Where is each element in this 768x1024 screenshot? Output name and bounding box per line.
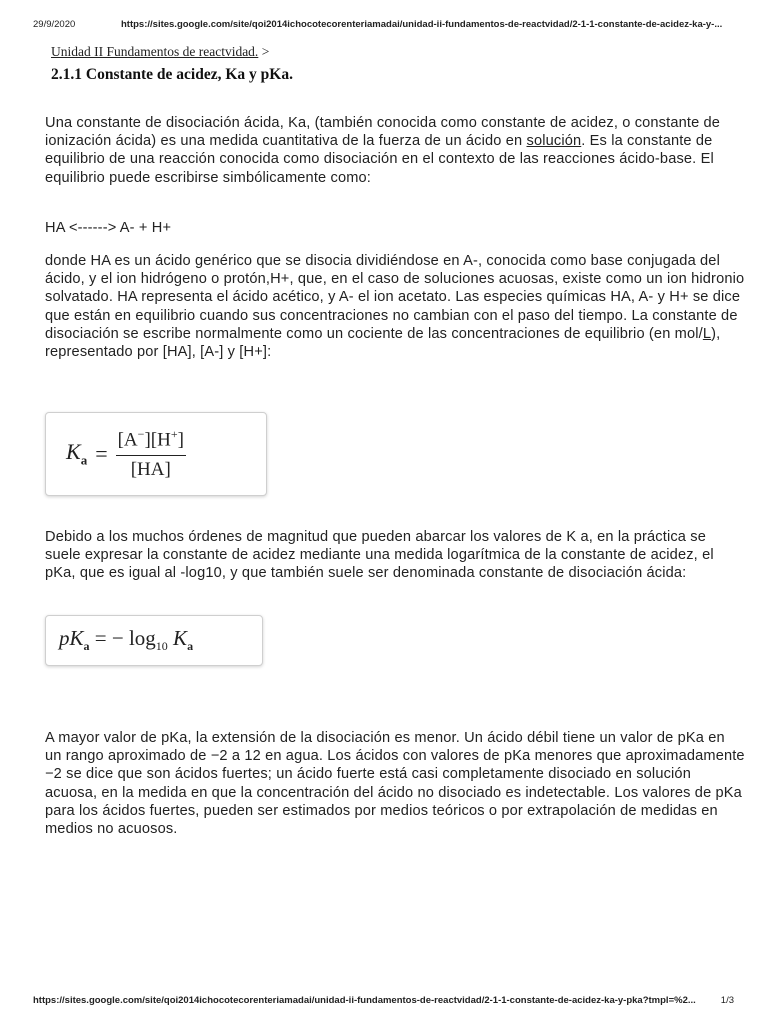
ka-num-h-charge: + — [170, 427, 178, 442]
ka-denominator: [HA] — [130, 458, 171, 480]
paragraph-intro — [45, 114, 745, 187]
ka-symbol: K — [66, 439, 81, 465]
pka-p: p — [59, 626, 70, 650]
footer-url: https://sites.google.com/site/qoi2014ichocotecorenteriamadai/unidad-ii-fundamentos-de-reactvidad/2-1-1-constante-de-acidez-ka-y-pka?tmpl=%2... — [33, 995, 696, 1006]
ka-num-a: [A — [117, 429, 138, 451]
pka-rhs-k: K — [167, 626, 188, 650]
page-title: 2.1.1 Constante de acidez, Ka y pKa. — [51, 66, 293, 83]
ka-fraction — [116, 427, 186, 480]
pka-formula-image — [45, 615, 263, 666]
paragraph-dissociation-text-b: ), representado por [HA], [A-] y [H+]: — [45, 325, 721, 361]
paragraph-pka-intro: Debido a los muchos órdenes de magnitud que pueden abarcar los valores de K a, en la práctica se suele expresar la constante de acidez mediante una medida logarítmica de la constante de acidez, el pKa, que es igual al -log10, y que también suele ser denominada constante de disociación ácida: — [45, 529, 714, 582]
ka-formula — [66, 425, 186, 483]
breadcrumb — [51, 44, 269, 60]
pka-k: K — [69, 626, 84, 650]
pka-subscript: a — [83, 639, 90, 654]
ka-num-h: ][H — [144, 429, 171, 451]
paragraph-intro-text-b: . Es la constante de equilibrio de una reacción conocida como disociación en el contexto de las reacciones ácido-base. El equilibrio puede escribirse simbólicamente como: — [45, 133, 714, 186]
ka-formula-image — [45, 412, 267, 496]
page-number: 1/3 — [720, 995, 734, 1006]
ka-equals: = — [95, 441, 108, 466]
pka-formula — [59, 626, 193, 654]
pka-rhs: = − log — [89, 626, 156, 650]
ka-numerator — [116, 427, 186, 455]
paragraph-dissociation-text-a: donde HA es un ácido genérico que se disocia dividiéndose en A-, conocida como base conjugada del ácido, y el ion hidrógeno o protón,H+, que, en el caso de soluciones acuosas, existe como un ion hidronio solvatado. HA representa el ácido acético, y A- el ion acetato. Las especies químicas HA, A- y H+ se dice que están en equilibrio cuando sus concentraciones no cambian con el paso del tiempo. La constante de disociación se escribe normalmente como un cociente de las concentraciones de equilibrio (en mol/ — [45, 253, 745, 342]
paragraph-intro-text-a: Una constante de disociación ácida, Ka, (también conocida como constante de acidez, o constante de ionización ácida) es una medida cuantitativa de la fuerza de un ácido en — [45, 115, 721, 150]
breadcrumb-separator: > — [261, 44, 270, 59]
equilibrium-equation: HA <------> A- + H+ — [45, 220, 172, 236]
paragraph-pka-strength: A mayor valor de pKa, la extensión de la disociación es menor. Un ácido débil tiene un valor de pKa en un rango aproximado de −2 a 12 en agua. Los ácidos con valores de pKa menores que aproximadamente −2 se dice que son ácidos fuertes; un ácido fuerte está casi completamente disociado en solución acuosa, en la medida en que la concentración del ácido no disociado es indetectable. Los valores de pKa para los ácidos fuertes, pueden ser estimados por medios teóricos o por extrapolación de medidas en medios no acuosos. — [45, 730, 745, 838]
print-date: 29/9/2020 — [33, 19, 76, 30]
ka-num-close: ] — [177, 429, 184, 451]
solucion-link[interactable]: solución — [526, 133, 582, 150]
pka-log-base: 10 — [155, 639, 168, 654]
pka-rhs-subscript: a — [187, 639, 194, 654]
ka-subscript: a — [80, 452, 88, 468]
ka-formula-lhs — [66, 439, 87, 468]
print-url: https://sites.google.com/site/qoi2014ichocotecorenteriamadai/unidad-ii-fundamentos-de-reactvidad/2-1-1-constante-de-acidez-ka-y-... — [121, 19, 723, 30]
litro-link[interactable]: L — [702, 325, 712, 342]
breadcrumb-link-unidad-ii[interactable]: Unidad II Fundamentos de reactvidad. — [51, 44, 259, 59]
paragraph-dissociation — [45, 252, 745, 361]
ka-num-a-charge: − — [137, 427, 145, 442]
